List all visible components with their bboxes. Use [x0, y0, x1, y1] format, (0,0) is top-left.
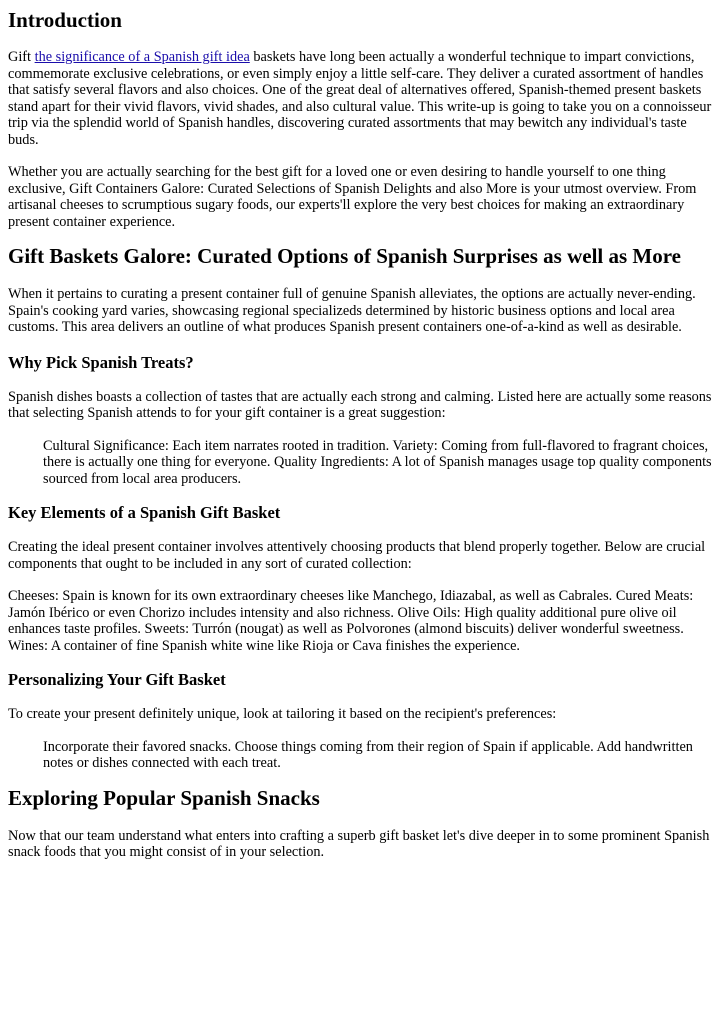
personalizing-blockquote: Incorporate their favored snacks. Choose things coming from their region of Spain if applicable. Add handwritten notes or dishes connected with each treat.: [43, 738, 693, 771]
spanish-gift-idea-link[interactable]: the significance of a Spanish gift idea: [34, 49, 250, 65]
exploring-paragraph: Now that our team understand what enters into crafting a superb gift basket let's dive deeper in to some prominent Spanish snack foods that you might consist of in your selection.: [8, 827, 710, 860]
heading-key-elements: Key Elements of a Spanish Gift Basket: [8, 503, 281, 522]
heading-personalizing: Personalizing Your Gift Basket: [8, 670, 226, 689]
why-blockquote: Cultural Significance: Each item narrates rooted in tradition. Variety: Coming from full-flavored to fragrant choices, there is actually one thing for everyone. Quality Ingredients: A lot of Spanish manages usage top quality components sourced from local area producers.: [43, 437, 712, 487]
heading-introduction: Introduction: [8, 8, 122, 32]
key-paragraph-1: Creating the ideal present container involves attentively choosing products that blend properly together. Below are crucial components that ought to be included in any sort of curated collection:: [8, 539, 706, 572]
intro-paragraph-1: [8, 49, 714, 148]
why-paragraph: Spanish dishes boasts a collection of tastes that are actually each strong and calming. Listed here are actually some reasons that selecting Spanish attends to for your gift container is a great suggestion:: [8, 388, 712, 421]
personalizing-paragraph: To create your present definitely unique, look at tailoring it based on the recipient's preferences:: [8, 706, 557, 722]
key-paragraph-2: Cheeses: Spain is known for its own extraordinary cheeses like Manchego, Idiazabal, as well as Cabrales. Cured Meats: Jamón Ibérico or even Chorizo includes intensity and also richness. Olive Oils: High quality additional pure olive oil enhances taste profiles. Sweets: Turrón (nougat) as well as Polvorones (almond biscuits) deliver wonderful sweetness. Wines: A container of fine Spanish white wine like Rioja or Cava finishes the experience.: [8, 588, 694, 654]
intro-prefix-text: Gift: [8, 49, 35, 65]
baskets-paragraph: When it pertains to curating a present container full of genuine Spanish alleviates, the options are actually never-ending. Spain's cooking yard varies, showcasing regional specializeds determined by historic business options and local area customs. This area delivers an outline of what produces Spanish present containers one-of-a-kind as well as desirable.: [8, 286, 696, 335]
intro-paragraph-2: Whether you are actually searching for the best gift for a loved one or even desiring to handle yourself to one thing exclusive, Gift Containers Galore: Curated Selections of Spanish Delights and also More is your utmost overview. From artisanal cheeses to scrumptious sugary foods, our experts'll explore the very best choices for making an extraordinary present container experience.: [8, 164, 697, 230]
heading-why-pick-spanish-treats: Why Pick Spanish Treats?: [8, 352, 194, 372]
heading-gift-baskets-galore: Gift Baskets Galore: Curated Options of Spanish Surprises as well as More: [8, 244, 682, 268]
intro-suffix-text: baskets have long been actually a wonderful technique to impart convictions, commemorate exclusive celebrations, or even simply enjoy a little self-care. They deliver a curated assortment of handles that satisfy several flavors and also choices. One of the great deal of alternatives offered, Spanish-themed present baskets stand apart for their vivid flavors, vivid shades, and also cultural value. This write-up is going to take you on a connoisseur trip via the splendid world of Spanish handles, discovering curated assortments that may bewitch any individual's taste buds.: [8, 49, 712, 148]
heading-exploring-snacks: Exploring Popular Spanish Snacks: [8, 785, 320, 810]
